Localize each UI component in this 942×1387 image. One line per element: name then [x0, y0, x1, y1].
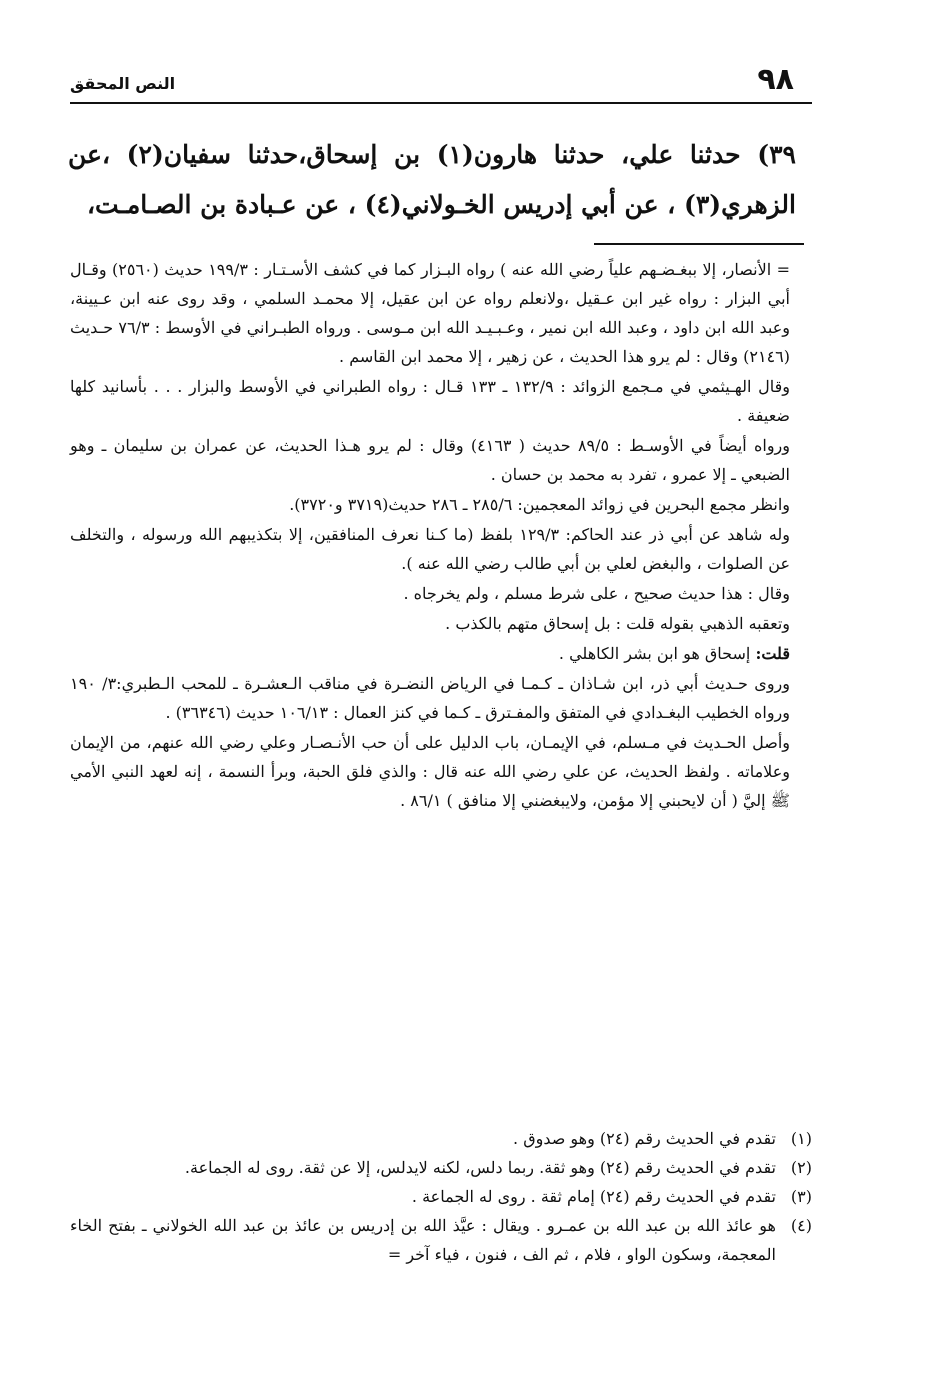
footnote-text: تقدم في الحديث رقم (٢٤) إمام ثقة . روى له الجماعة . [411, 1187, 776, 1206]
footnote-number: (٢) [790, 1158, 812, 1177]
commentary-paragraph: وانظر مجمع البحرين في زوائد المعجمين: ٢٨٥/٦ ـ ٢٨٦ حديث(٣٧١٩ و٣٧٢٠). [289, 495, 790, 514]
footnote-separator [594, 243, 804, 245]
page-header [70, 62, 812, 104]
footnote [70, 1124, 812, 1153]
footnotes [70, 1124, 812, 1269]
footnote-text: تقدم في الحديث رقم (٢٤) وهو صدوق . [513, 1129, 776, 1148]
hadith-text [68, 130, 796, 230]
running-title: النص المحقق [70, 74, 176, 93]
footnote [70, 1211, 812, 1269]
commentary [70, 255, 790, 816]
footnote-number: (٤) [790, 1216, 812, 1235]
commentary-paragraph: قلت: إسحاق هو ابن بشر الكاهلي . [558, 644, 790, 663]
hadith-number: ٣٩) [757, 140, 796, 169]
commentary-paragraph: وروى حـديث أبي ذر، ابن شـاذان ـ كـمـا في الرياض النضـرة في مناقب الـعشـرة ـ للمحب الـطبري:٣/ ١٩٠ ورواه الخطيب البغـدادي في المتفق والمفـترق ـ كـما في كنز العمال : ١٠٦/١٣ حديث (٣٦٣٤٦) . [70, 674, 790, 722]
footnote-number: (٣) [790, 1187, 812, 1206]
footnote [70, 1182, 812, 1211]
footnote [70, 1153, 812, 1182]
commentary-paragraph: وأصل الحـديث في مـسلم، في الإيمـان، باب الدليل على أن حب الأنـصـار وعلي رضي الله عنهم، من الإيمان وعلاماته . ولفظ الحديث، عن علي رضي الله عنه قال : والذي فلق الحبة، وبرأ النسمة ، إنه لعهد النبي الأمي ﷺ إليَّ ( أن لايحبني إلا مؤمن، ولايبغضني إلا منافق ) ٨٦/١ . [70, 733, 790, 810]
footnote-text: تقدم في الحديث رقم (٢٤) وهو ثقة. ربما دلس، لكنه لايدلس، إلا عن ثقة. روى له الجماعة. [184, 1158, 776, 1177]
commentary-paragraph: = الأنصار، إلا ببغـضـهم علياً رضي الله عنه ) رواه البـزار كما في كشف الأسـتـار : ١٩٩/٣ حديث (٢٥٦٠) وقـال أبي البزار : رواه غير ابن عـقيل ،ولانعلم رواه عن ابن عقيل، إلا محمـد السلمي ، وقد روى عنه ابن عـيينة، وعبد الله ابن داود ، وعبد الله ابن نمير ، وعـبـيـد الله ابن مـوسى . ورواه الطبـراني في الأوسط : ٧٦/٣ حـديث (٢١٤٦) وقال : لم يرو هذا الحديث ، عن زهير ، إلا محمد ابن القاسم . [70, 260, 791, 366]
hadith-chain: حدثنا علي، حدثنا هارون(١) بن إسحاق،حدثنا سفيان(٢) ،عن الزهري(٣) ، عن أبي إدريس الخـولاني(٤) ، عن عـبادة بن الصـامـت، [68, 140, 796, 219]
commentary-paragraph: ورواه أيضاً في الأوسـط : ٨٩/٥ حديث ( ٤١٦٣) وقال : لم يرو هـذا الحديث، عن عمران بن سليمان ـ وهو الضبعي ـ إلا عمرو ، تفرد به محمد بن حسان . [70, 436, 790, 484]
commentary-paragraph: وتعقبه الذهبي بقوله قلت : بل إسحاق متهم بالكذب . [445, 614, 790, 633]
page-number: ٩٨ [757, 62, 794, 97]
commentary-paragraph: وله شاهد عن أبي ذر عند الحاكم: ١٢٩/٣ بلفظ (ما كـنا نعرف المنافقين، إلا بتكذيبهم الله ورسوله ، والتخلف عن الصلوات ، والبغض لعلي بن أبي طالب رضي الله عنه ). [70, 525, 790, 573]
commentary-paragraph: وقال الهـيثمي في مـجمع الزوائد : ١٣٢/٩ ـ ١٣٣ قـال : رواه الطبراني في الأوسط والبزار . . . بأسانيد كلها ضعيفة . [70, 377, 790, 425]
footnote-number: (١) [790, 1129, 812, 1148]
footnote-text: هو عائذ الله بن عبد الله بن عمـرو . ويقال : عيَّذ الله بن إدريس بن عائذ بن عبد الله الخولاني ـ بفتح الخاء المعجمة، وسكون الواو ، فلام ، ثم الف ، فنون ، فياء آخر = [70, 1216, 776, 1264]
commentary-paragraph: وقال : هذا حديث صحيح ، على شرط مسلم ، ولم يخرجاه . [403, 584, 790, 603]
